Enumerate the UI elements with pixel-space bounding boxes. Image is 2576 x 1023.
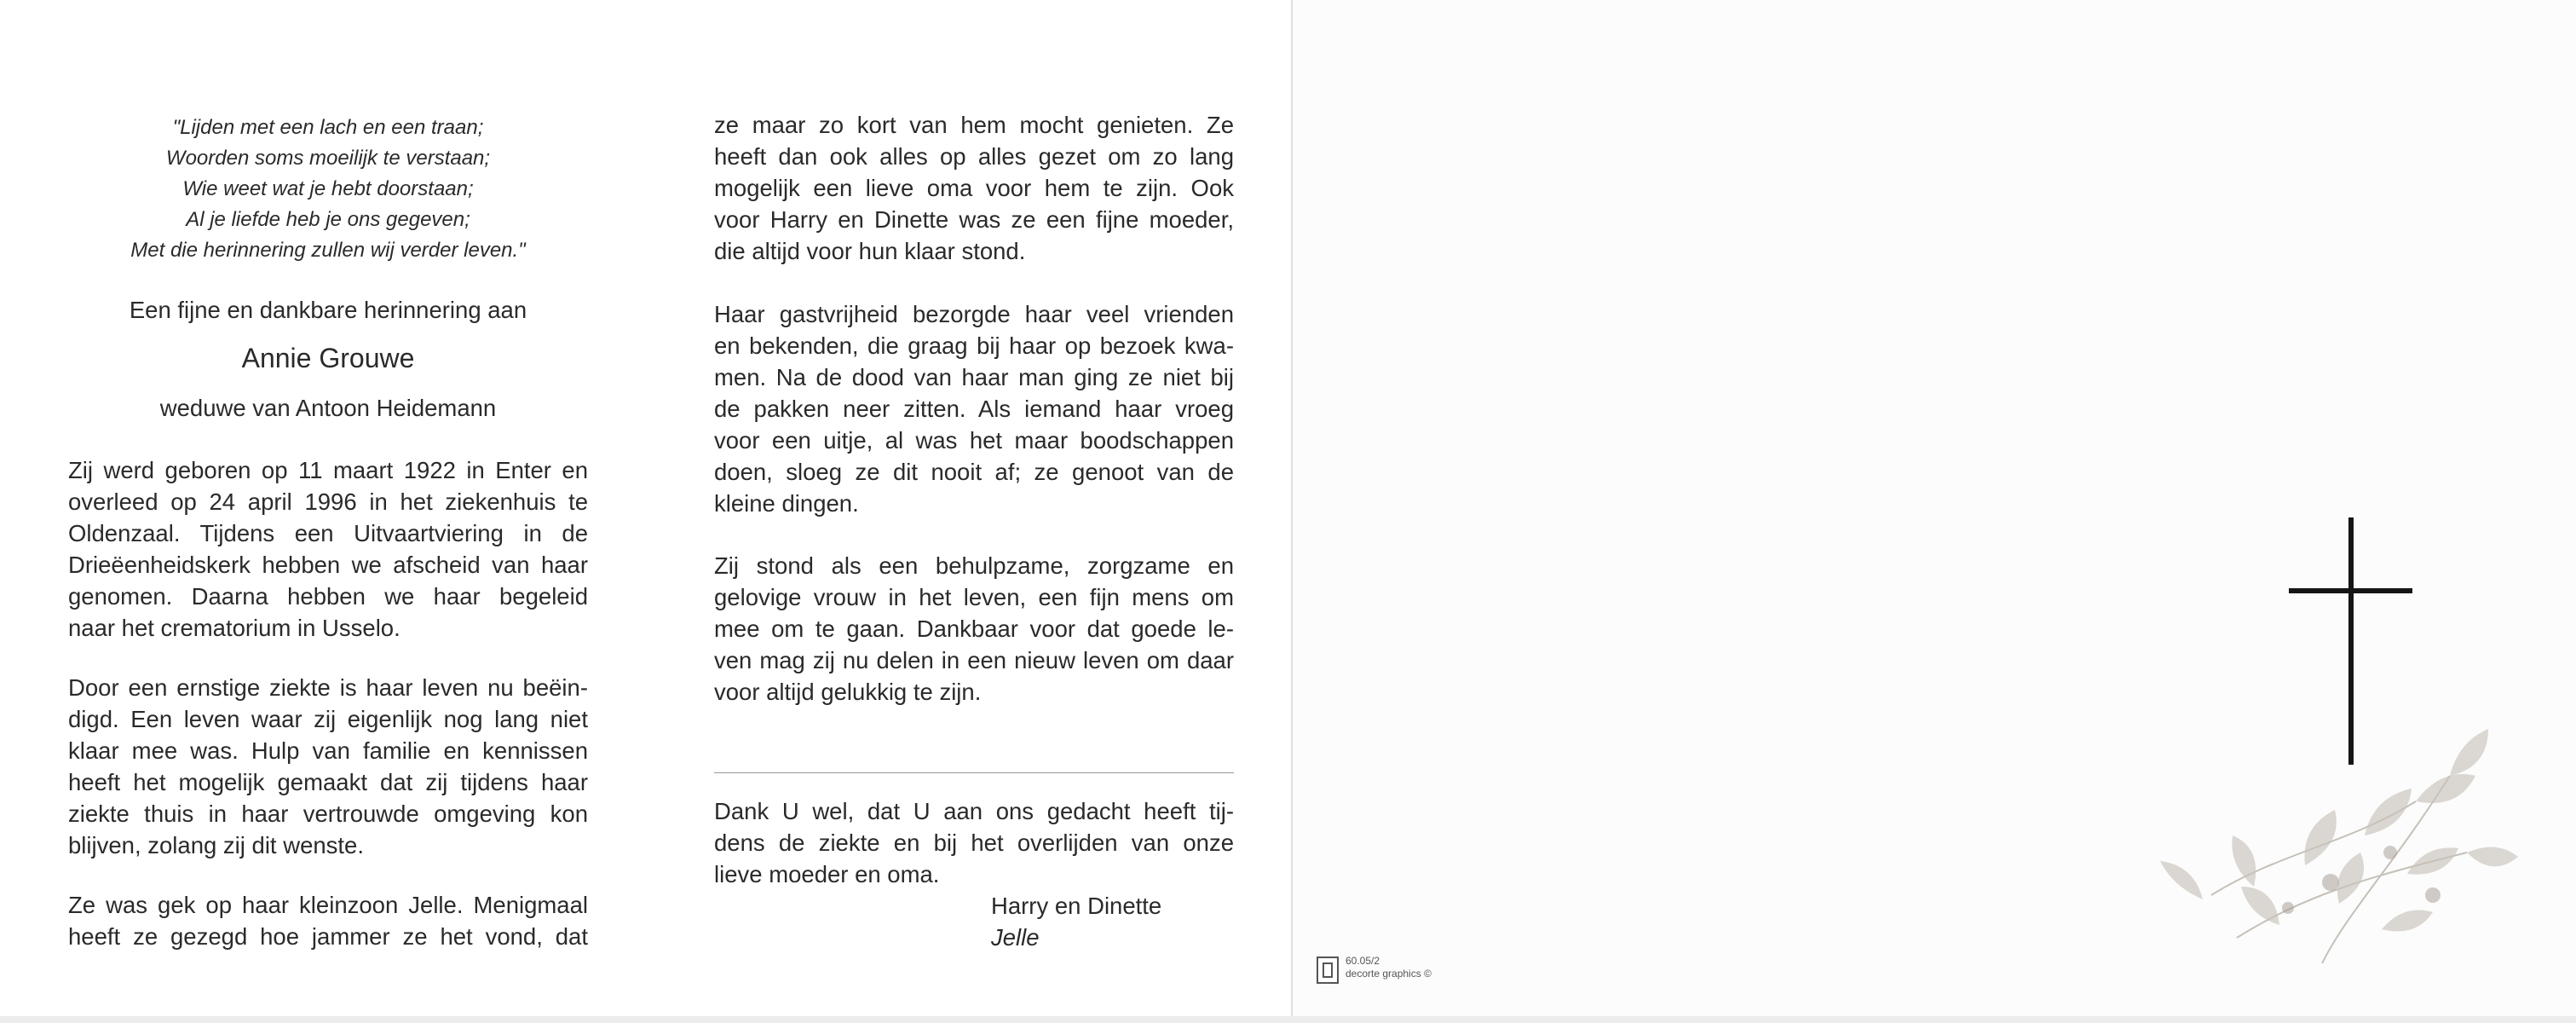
text-line: Dank U wel, dat U aan ons gedacht heeft tij-	[714, 798, 1234, 824]
text-line: Oldenzaal. Tijdens een Uitvaartviering in de	[68, 520, 588, 546]
text-line: voor altijd gelukkig te zijn.	[714, 679, 982, 705]
text-line: die altijd voor hun klaar stond.	[714, 238, 1026, 264]
foliage-illustration	[2109, 682, 2535, 972]
poem-line: Al je liefde heb je ons gegeven;	[186, 208, 470, 231]
text-line: heeft het mogelijk gemaakt dat zij tijdens haar	[68, 769, 588, 795]
text-line: dens de ziekte en bij het overlijden van onze	[714, 829, 1234, 856]
text-line: Door een ernstige ziekte is haar leven nu beëin-	[68, 674, 588, 701]
printer-logo-icon	[1317, 957, 1339, 984]
text-line: ven mag zij nu delen in een nieuw leven om daar	[714, 647, 1234, 673]
text-line: naar het crematorium in Usselo.	[68, 615, 401, 641]
paragraph-illness	[68, 672, 588, 861]
printer-name: decorte graphics ©	[1346, 968, 1432, 980]
text-line: genomen. Daarna hebben we haar begeleid	[68, 583, 588, 610]
text-line: overleed op 24 april 1996 in het ziekenhuis te	[68, 488, 588, 515]
text-line: gelovige vrouw in het leven, een fijn mens om	[714, 584, 1234, 610]
text-line: lieve moeder en oma.	[714, 861, 940, 887]
text-line: voor Harry en Dinette was ze een fijne moeder,	[714, 206, 1234, 233]
printer-text	[1346, 955, 1432, 980]
scan-edge	[0, 1016, 2576, 1023]
text-line: Zij stond als een behulpzame, zorgzame en	[714, 552, 1234, 579]
text-line: ziekte thuis in haar vertrouwde omgeving kon	[68, 800, 588, 827]
poem-line: Met die herinnering zullen wij verder leven."	[130, 239, 526, 262]
divider-line	[714, 772, 1234, 773]
text-line: men. Na de dood van haar man ging ze niet bij	[714, 364, 1234, 390]
deceased-name: Annie Grouwe	[241, 343, 415, 373]
poem	[68, 113, 588, 266]
poem-line: Wie weet wat je hebt doorstaan;	[182, 177, 474, 200]
text-line: klaar mee was. Hulp van familie en kennissen	[68, 737, 588, 764]
text-line: Haar gastvrijheid bezorgde haar veel vrienden	[714, 301, 1234, 327]
signature-children: Harry en Dinette	[991, 893, 1162, 919]
remembrance-intro: Een fijne en dankbare herinnering aan	[129, 297, 527, 323]
paragraph-faith	[714, 550, 1234, 708]
text-line: ze maar zo kort van hem mocht genieten. Ze	[714, 112, 1234, 138]
text-line: en bekenden, die graag bij haar op bezoek kwa-	[714, 332, 1234, 359]
paragraph-birth-death	[68, 454, 588, 644]
text-line: digd. Een leven waar zij eigenlijk nog lang niet	[68, 706, 588, 732]
print-code: 60.05/2	[1346, 955, 1380, 967]
paragraph-hospitality	[714, 298, 1234, 519]
text-line: heeft ze gezegd hoe jammer ze het vond, dat	[68, 923, 588, 950]
text-line: heeft dan ook alles op alles gezet om zo lang	[714, 143, 1234, 170]
signature	[991, 890, 1247, 953]
text-line: Drieëenheidskerk hebben we afscheid van haar	[68, 552, 588, 578]
text-line: voor een uitje, al was het maar boodschappen	[714, 427, 1234, 454]
poem-line: "Lijden met een lach en een traan;	[172, 116, 484, 139]
cross-horizontal-beam	[2289, 588, 2412, 593]
thank-you-note	[714, 795, 1234, 890]
text-line: de pakken neer zitten. Als iemand haar vroeg	[714, 396, 1234, 422]
signature-grandson: Jelle	[991, 924, 1040, 951]
paragraph-grandson	[68, 889, 588, 952]
text-line: mogelijk een lieve oma voor hem te zijn. Ook	[714, 175, 1234, 201]
text-line: doen, sloeg ze dit nooit af; ze genoot van de	[714, 459, 1234, 485]
card-inside-spread	[0, 0, 1291, 1016]
text-line: Ze was gek op haar kleinzoon Jelle. Menigmaal	[68, 892, 588, 918]
text-line: blijven, zolang zij dit wenste.	[68, 832, 364, 858]
text-line: mee om te gaan. Dankbaar voor dat goede le-	[714, 616, 1234, 642]
text-line: Zij werd geboren op 11 maart 1922 in Enter en	[68, 457, 588, 483]
text-line: kleine dingen.	[714, 490, 859, 517]
paragraph-grandson-continued	[714, 109, 1234, 267]
poem-line: Woorden soms moeilijk te verstaan;	[165, 147, 491, 170]
widow-of: weduwe van Antoon Heidemann	[159, 395, 497, 421]
